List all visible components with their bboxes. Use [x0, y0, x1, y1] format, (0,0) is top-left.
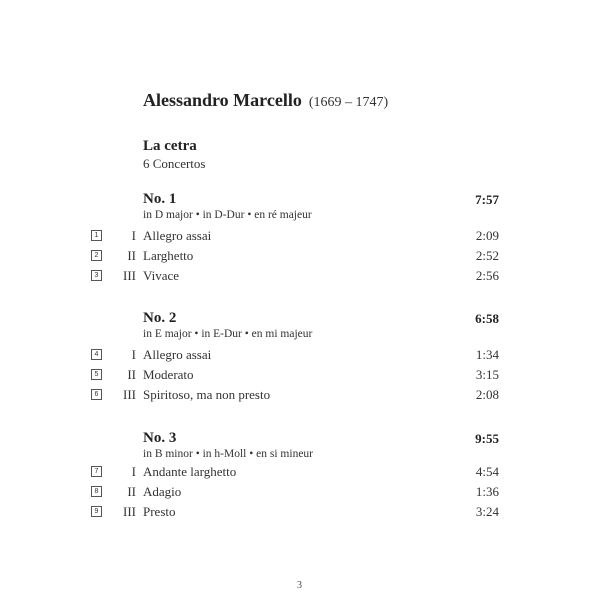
composer-name: Alessandro Marcello [143, 90, 302, 110]
movement-numeral: I [131, 228, 136, 243]
movement-row [0, 464, 599, 484]
concerto-total-duration: 7:57 [475, 192, 499, 207]
movement-title: Larghetto [143, 248, 194, 263]
movement-row [0, 248, 599, 268]
composer-dates: (1669 – 1747) [308, 95, 389, 110]
movement-title: Presto [143, 504, 176, 519]
track-number-box: 1 [91, 230, 102, 241]
movement-title: Allegro assai [143, 347, 212, 362]
movement-duration: 3:15 [475, 367, 499, 382]
movement-duration: 2:09 [475, 228, 499, 243]
concerto-key-line: in B minor • in h-Moll • en si mineur [143, 448, 314, 460]
track-number-box: 2 [91, 250, 102, 261]
movement-title: Adagio [143, 484, 182, 499]
movement-duration: 4:54 [475, 464, 499, 479]
concerto-total-duration: 6:58 [475, 311, 499, 326]
movement-numeral: III [123, 268, 136, 283]
concerto-section [0, 429, 599, 559]
movement-row [0, 387, 599, 407]
movement-title: Andante larghetto [143, 464, 237, 479]
movement-numeral: II [127, 248, 136, 263]
movement-duration: 1:34 [475, 347, 499, 362]
movement-duration: 2:56 [475, 268, 499, 283]
movement-row [0, 504, 599, 524]
track-number-box: 8 [91, 486, 102, 497]
movement-numeral: I [131, 347, 136, 362]
track-number-box: 4 [91, 349, 102, 360]
composer-heading [143, 90, 388, 111]
track-number-box: 6 [91, 389, 102, 400]
movement-row [0, 347, 599, 367]
movement-title: Vivace [143, 268, 180, 283]
movement-numeral: III [123, 504, 136, 519]
movement-row [0, 484, 599, 504]
movement-duration: 3:24 [475, 504, 499, 519]
movement-row [0, 367, 599, 387]
track-number-box: 7 [91, 466, 102, 477]
track-number-box: 3 [91, 270, 102, 281]
work-heading [143, 137, 205, 172]
movement-title: Moderato [143, 367, 194, 382]
work-title: La cetra [143, 138, 197, 154]
track-number-box: 5 [91, 369, 102, 380]
movement-title: Allegro assai [143, 228, 212, 243]
movement-numeral: II [127, 484, 136, 499]
movement-numeral: II [127, 367, 136, 382]
movement-duration: 1:36 [475, 484, 499, 499]
movement-numeral: I [131, 464, 136, 479]
concerto-title: No. 3 [143, 430, 177, 446]
concerto-key-line: in E major • in E-Dur • en mi majeur [143, 328, 313, 340]
concerto-total-duration: 9:55 [475, 431, 499, 446]
movement-duration: 2:52 [475, 248, 499, 263]
movement-title: Spiritoso, ma non presto [143, 387, 271, 402]
page-number: 3 [297, 580, 302, 591]
concerto-section [0, 309, 599, 439]
concerto-title: No. 1 [143, 191, 177, 207]
concerto-title: No. 2 [143, 310, 177, 326]
work-subtitle: 6 Concertos [143, 156, 206, 171]
movement-duration: 2:08 [475, 387, 499, 402]
concerto-section [0, 190, 599, 320]
movement-row [0, 268, 599, 288]
track-number-box: 9 [91, 506, 102, 517]
movement-numeral: III [123, 387, 136, 402]
concerto-key-line: in D major • in D-Dur • en ré majeur [143, 209, 312, 221]
movement-row [0, 228, 599, 248]
